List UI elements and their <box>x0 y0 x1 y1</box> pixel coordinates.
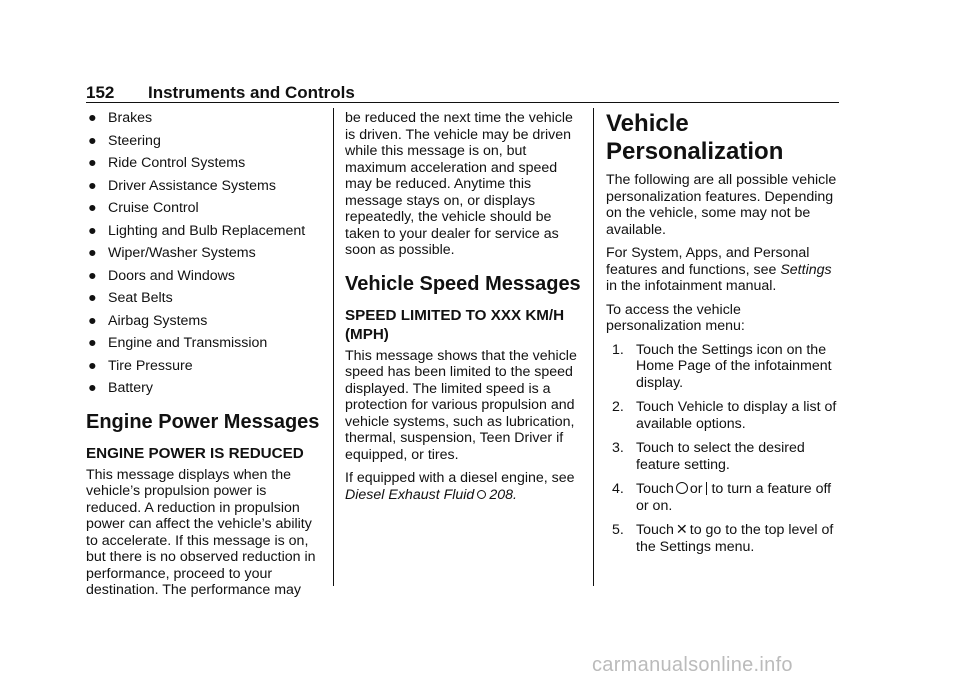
personalization-intro: The following are all possible vehicle personalization features. Depending on the vehicle, some may not be available. <box>606 172 837 238</box>
access-paragraph: To access the vehicle personalization menu: <box>606 301 745 334</box>
speed-messages-heading: Vehicle Speed Messages <box>345 272 581 295</box>
speed-limited-subheading: SPEED LIMITED TO XXX KM/H (MPH) <box>345 306 565 343</box>
bullet-icon: ● <box>88 335 97 351</box>
circle-icon <box>676 482 688 494</box>
bullet-icon: ● <box>88 245 97 261</box>
bullet-icon: ● <box>88 357 97 374</box>
list-item: ● Ride Control Systems <box>88 155 246 171</box>
bar-icon <box>706 482 707 495</box>
column-divider-2 <box>593 108 594 586</box>
list-item: ● Airbag Systems <box>88 312 208 329</box>
settings-link[interactable]: Settings <box>780 261 832 278</box>
steps-list <box>606 342 840 556</box>
bullet-icon: ● <box>88 200 97 216</box>
column-3 <box>606 110 840 563</box>
system-features-paragraph: For System, Apps, and Personal features and functions, see Settings in the infotainment manual. <box>606 245 832 294</box>
list-item: ● Doors and Windows <box>88 267 235 284</box>
list-item: ● Brakes <box>88 110 153 126</box>
list-item: ● Cruise Control <box>88 200 199 216</box>
engine-power-paragraph: This message displays when the vehicle’s propulsion power is reduced. A reduction in propulsion power can affect the vehicle’s ability to accelerate. If this message is on, but there is no observed reduction in performance, proceed to your destination. The performance may <box>86 466 316 598</box>
bullet-icon: ● <box>88 312 97 329</box>
list-item: ● Engine and Transmission <box>88 335 268 351</box>
bullet-icon: ● <box>88 132 97 149</box>
column-1 <box>86 110 322 606</box>
bullet-icon: ● <box>88 290 97 306</box>
list-item: ● Steering <box>88 132 161 149</box>
x-icon: ✕ <box>675 522 688 538</box>
list-item: ● Seat Belts <box>88 290 173 306</box>
section-title: Instruments and Controls <box>148 83 355 102</box>
bullet-icon: ● <box>88 267 97 284</box>
list-item: ● Battery <box>88 380 153 396</box>
bullet-icon: ● <box>88 110 97 126</box>
page-number: 152 <box>86 83 115 102</box>
step-item: 4. Touch or to turn a feature off or on. <box>612 481 832 514</box>
system-list <box>86 110 322 397</box>
page-header <box>86 83 839 103</box>
column-divider-1 <box>333 108 334 586</box>
watermark: carmanualsonline.info <box>592 654 793 676</box>
engine-power-subheading: ENGINE POWER IS REDUCED <box>86 444 304 462</box>
page-reference-icon <box>477 490 486 499</box>
step-item: 5. Touch ✕ to go to the top level of the Settings menu. <box>612 522 834 555</box>
step-item: 3. Touch to select the desired feature setting. <box>612 440 805 473</box>
bullet-icon: ● <box>88 222 97 239</box>
bullet-icon: ● <box>88 155 97 171</box>
column-2 <box>345 110 581 510</box>
diesel-reference: If equipped with a diesel engine, see Diesel Exhaust Fluid 208. <box>345 470 575 503</box>
step-item: 1. Touch the Settings icon on the Home Page of the infotainment display. <box>612 341 832 391</box>
header-divider <box>86 102 839 103</box>
list-item: ● Wiper/Washer Systems <box>88 245 256 261</box>
engine-power-heading: Engine Power Messages <box>86 410 320 433</box>
personalization-title: Vehicle Personalization <box>606 110 784 165</box>
diesel-page: 208. <box>489 486 517 503</box>
list-item: ● Driver Assistance Systems <box>88 177 276 194</box>
engine-power-paragraph-continued: be reduced the next time the vehicle is driven. The vehicle may be driven while this message is on, but maximum acceleration and speed may be reduced. Anytime this message stays on, or displays repeatedly, the vehicle should be taken to your dealer for service as soon as possible. <box>345 110 573 258</box>
bullet-icon: ● <box>88 177 97 194</box>
bullet-icon: ● <box>88 380 97 396</box>
list-item: ● Lighting and Bulb Replacement <box>88 222 306 239</box>
diesel-link[interactable]: Diesel Exhaust Fluid <box>345 486 475 503</box>
step-item: 2. Touch Vehicle to display a list of available options. <box>612 399 837 432</box>
speed-limited-paragraph: This message shows that the vehicle speed has been limited to the speed displayed. The limited speed is a protection for various propulsion and vehicle systems, such as lubrication, thermal, suspension, Teen Driver if equipped, or tires. <box>345 347 577 463</box>
list-item: ● Tire Pressure <box>88 357 193 374</box>
